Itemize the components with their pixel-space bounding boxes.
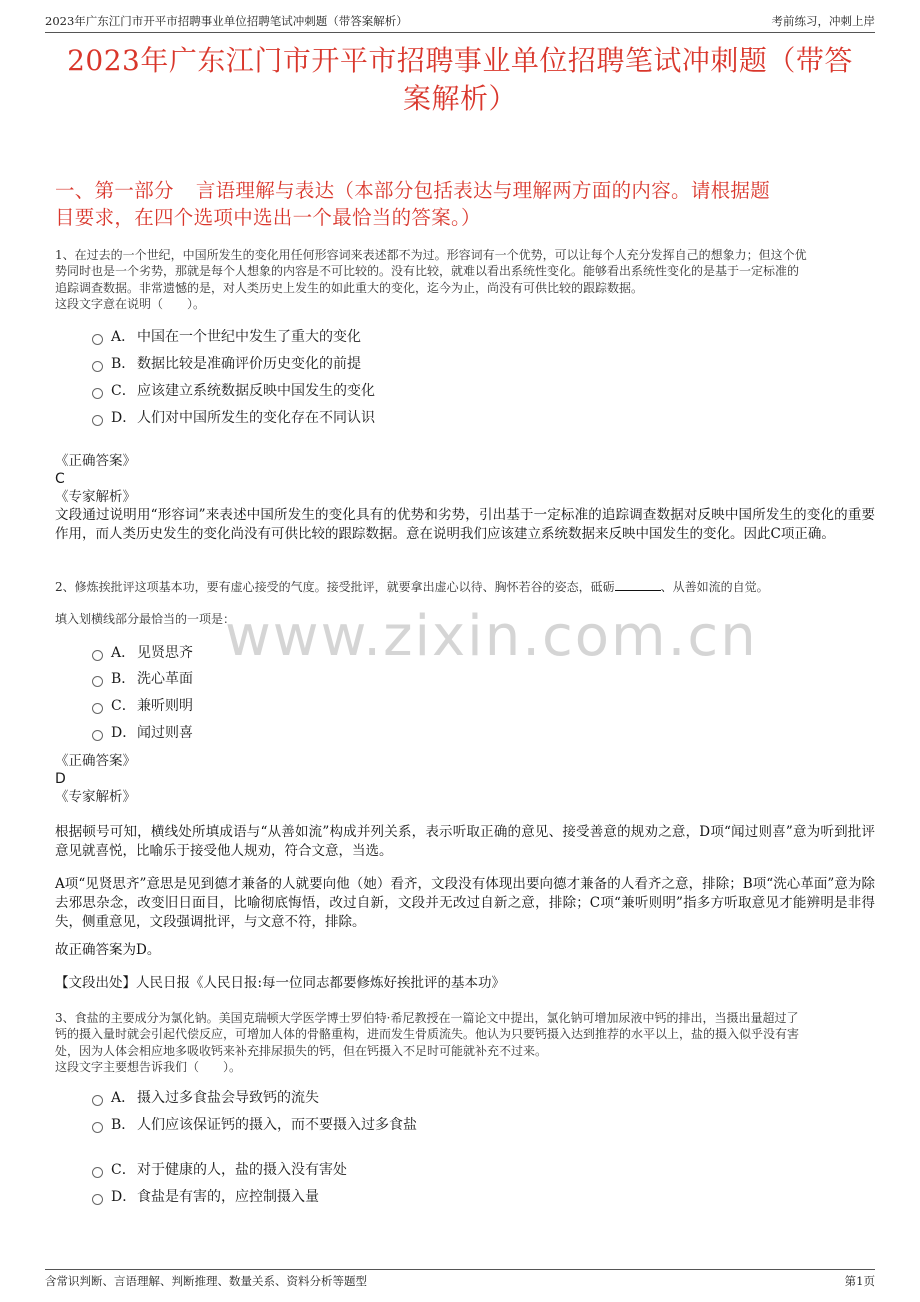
section-heading bbox=[55, 177, 875, 231]
answer-value: C bbox=[55, 471, 65, 487]
question-2-prompt: 填入划横线部分最恰当的一项是： bbox=[55, 612, 236, 626]
question-1-answer bbox=[55, 452, 875, 544]
question-1-stem bbox=[55, 247, 875, 312]
fill-blank bbox=[615, 578, 661, 591]
radio-icon[interactable] bbox=[92, 703, 103, 714]
option-text: 人们对中国所发生的变化存在不同认识 bbox=[137, 410, 375, 426]
question-3-stem bbox=[55, 1010, 875, 1075]
q2-source: 【文段出处】人民日报《人民日报:每一位同志都要修炼好挨批评的基本功》 bbox=[55, 975, 506, 991]
option-letter: A． bbox=[111, 1090, 136, 1106]
radio-icon[interactable] bbox=[92, 730, 103, 741]
option-text: 闻过则喜 bbox=[137, 725, 193, 741]
q3-option-b[interactable] bbox=[92, 1114, 417, 1136]
header-slogan: 考前练习，冲刺上岸 bbox=[771, 14, 875, 28]
radio-icon[interactable] bbox=[92, 1194, 103, 1205]
option-letter: C． bbox=[111, 1162, 136, 1178]
answer-value: D bbox=[55, 771, 66, 787]
q1-line-3: 追踪调查数据。非常遗憾的是，对人类历史上发生的如此重大的变化，迄今为止，尚没有可供比较的跟踪数据。 bbox=[55, 280, 644, 295]
option-text: 摄入过多食盐会导致钙的流失 bbox=[137, 1090, 319, 1106]
page-number: 第1页 bbox=[844, 1274, 875, 1288]
option-text: 对于健康的人，盐的摄入没有害处 bbox=[137, 1162, 347, 1178]
radio-icon[interactable] bbox=[92, 334, 103, 345]
q3-option-d[interactable] bbox=[92, 1186, 319, 1208]
q3-option-c[interactable] bbox=[92, 1159, 347, 1181]
section-part: 一、第一部分 bbox=[55, 179, 174, 202]
analysis-text: 文段通过说明用“形容词”来表述中国所发生的变化具有的优势和劣势，引出基于一定标准的追踪调查数据对反映中国所发生的变化的重要作用，而人类历史发生的变化尚没有可供比较的跟踪数据。意在说明我们应该建立系统数据来反映中国发生的变化。因此C项正确。 bbox=[55, 507, 875, 542]
option-text: 人们应该保证钙的摄入，而不要摄入过多食盐 bbox=[137, 1117, 417, 1133]
q1-line-1: 1、在过去的一个世纪，中国所发生的变化用任何形容词来表述都不为过。形容词有一个优势，可以让每个人充分发挥自己的想象力；但这个优 bbox=[55, 248, 807, 262]
q1-option-c[interactable] bbox=[92, 380, 375, 402]
radio-icon[interactable] bbox=[92, 388, 103, 399]
q2-text-after: 、从善如流的自觉。 bbox=[660, 580, 769, 594]
header-title: 2023年广东江门市开平市招聘事业单位招聘笔试冲刺题（带答案解析） bbox=[45, 14, 408, 28]
option-letter: C． bbox=[111, 383, 136, 399]
option-text: 食盐是有害的，应控制摄入量 bbox=[137, 1189, 319, 1205]
analysis-label: 《专家解析》 bbox=[55, 789, 136, 805]
q1-option-a[interactable] bbox=[92, 326, 361, 348]
option-text: 洗心革面 bbox=[137, 671, 193, 687]
q2-analysis-para1: 根据顿号可知，横线处所填成语与“从善如流”构成并列关系，表示听取正确的意见、接受善意的规劝之意，D项“闻过则喜”意为听到批评意见就喜悦，比喻乐于接受他人规劝，符合文意，当选。 bbox=[55, 824, 875, 859]
q2-text-before: 2、修炼挨批评这项基本功，要有虚心接受的气度。接受批评，就要拿出虚心以待、胸怀若谷的姿态，砥砺 bbox=[55, 580, 615, 594]
radio-icon[interactable] bbox=[92, 361, 103, 372]
section-description-line2: 目要求，在四个选项中选出一个最恰当的答案。） bbox=[55, 206, 481, 229]
radio-icon[interactable] bbox=[92, 1122, 103, 1133]
q2-option-d[interactable] bbox=[92, 722, 193, 744]
q3-line-2: 钙的摄入量时就会引起代偿反应，可增加人体的骨骼重构，进而发生骨质流失。他认为只要钙摄入达到推荐的水平以上，盐的摄入似乎没有害 bbox=[55, 1027, 800, 1042]
option-letter: D． bbox=[111, 1189, 137, 1205]
option-letter: D． bbox=[111, 725, 137, 741]
q3-line-4: 这段文字主要想告诉我们（ ）。 bbox=[55, 1059, 242, 1074]
q1-option-d[interactable] bbox=[92, 407, 375, 429]
answer-label: 《正确答案》 bbox=[55, 753, 136, 769]
answer-label: 《正确答案》 bbox=[55, 453, 136, 469]
question-2-stem bbox=[55, 578, 875, 595]
q2-analysis-para2: A项“见贤思齐”意思是见到德才兼备的人就要向他（她）看齐，文段没有体现出要向德才兼备的人看齐之意，排除；B项“洗心革面”意为除去邪思杂念，改变旧日面目，比喻彻底悔悟，改过自新，文段并无改过自新之意，排除；C项“兼听则明”指多方听取意见才能辨明是非得失，侧重意见，文段强调批评，与文意不符，排除。 bbox=[55, 876, 875, 930]
question-2-answer bbox=[55, 752, 875, 806]
q1-line-4: 这段文字意在说明（ ）。 bbox=[55, 296, 206, 311]
option-text: 应该建立系统数据反映中国发生的变化 bbox=[137, 383, 375, 399]
q2-option-c[interactable] bbox=[92, 695, 193, 717]
option-letter: B． bbox=[111, 1117, 136, 1133]
option-text: 兼听则明 bbox=[137, 698, 193, 714]
option-letter: D． bbox=[111, 410, 137, 426]
option-letter: C． bbox=[111, 698, 136, 714]
radio-icon[interactable] bbox=[92, 676, 103, 687]
radio-icon[interactable] bbox=[92, 1167, 103, 1178]
document-title-line2: 案解析） bbox=[402, 82, 517, 115]
radio-icon[interactable] bbox=[92, 415, 103, 426]
section-description: 言语理解与表达（本部分包括表达与理解两方面的内容。请根据题 bbox=[195, 179, 771, 202]
q3-option-a[interactable] bbox=[92, 1087, 319, 1109]
option-text: 数据比较是准确评价历史变化的前提 bbox=[137, 356, 361, 372]
watermark: www.zixin.com.cn bbox=[225, 604, 758, 669]
option-letter: B． bbox=[111, 671, 136, 687]
page-header bbox=[45, 10, 875, 33]
analysis-label: 《专家解析》 bbox=[55, 489, 136, 505]
page-footer bbox=[45, 1269, 875, 1290]
radio-icon[interactable] bbox=[92, 650, 103, 661]
option-letter: B． bbox=[111, 356, 136, 372]
q2-option-a[interactable] bbox=[92, 642, 193, 664]
radio-icon[interactable] bbox=[92, 1095, 103, 1106]
document-title-line1: 2023年广东江门市开平市招聘事业单位招聘笔试冲刺题（带答 bbox=[67, 44, 853, 77]
q1-option-b[interactable] bbox=[92, 353, 361, 375]
document-title bbox=[40, 42, 880, 118]
q1-line-2: 势同时也是一个劣势，那就是每个人想象的内容是不可比较的。没有比较，就难以看出系统性变化。能够看出系统性变化的是基于一定标准的 bbox=[55, 264, 800, 279]
q2-analysis-para3: 故正确答案为D。 bbox=[55, 942, 161, 958]
footer-description: 含常识判断、言语理解、判断推理、数量关系、资料分析等题型 bbox=[45, 1274, 367, 1288]
option-text: 中国在一个世纪中发生了重大的变化 bbox=[137, 329, 361, 345]
option-text: 见贤思齐 bbox=[137, 645, 193, 661]
option-letter: A． bbox=[111, 329, 136, 345]
option-letter: A． bbox=[111, 645, 136, 661]
q2-option-b[interactable] bbox=[92, 668, 193, 690]
q3-line-1: 3、食盐的主要成分为氯化钠。美国克瑞顿大学医学博士罗伯特·希尼教授在一篇论文中提出，氯化钠可增加尿液中钙的排出，当摄出量超过了 bbox=[55, 1011, 799, 1025]
q3-line-3: 处，因为人体会相应地多吸收钙来补充排尿损失的钙，但在钙摄入不足时可能就补充不过来。 bbox=[55, 1043, 548, 1058]
